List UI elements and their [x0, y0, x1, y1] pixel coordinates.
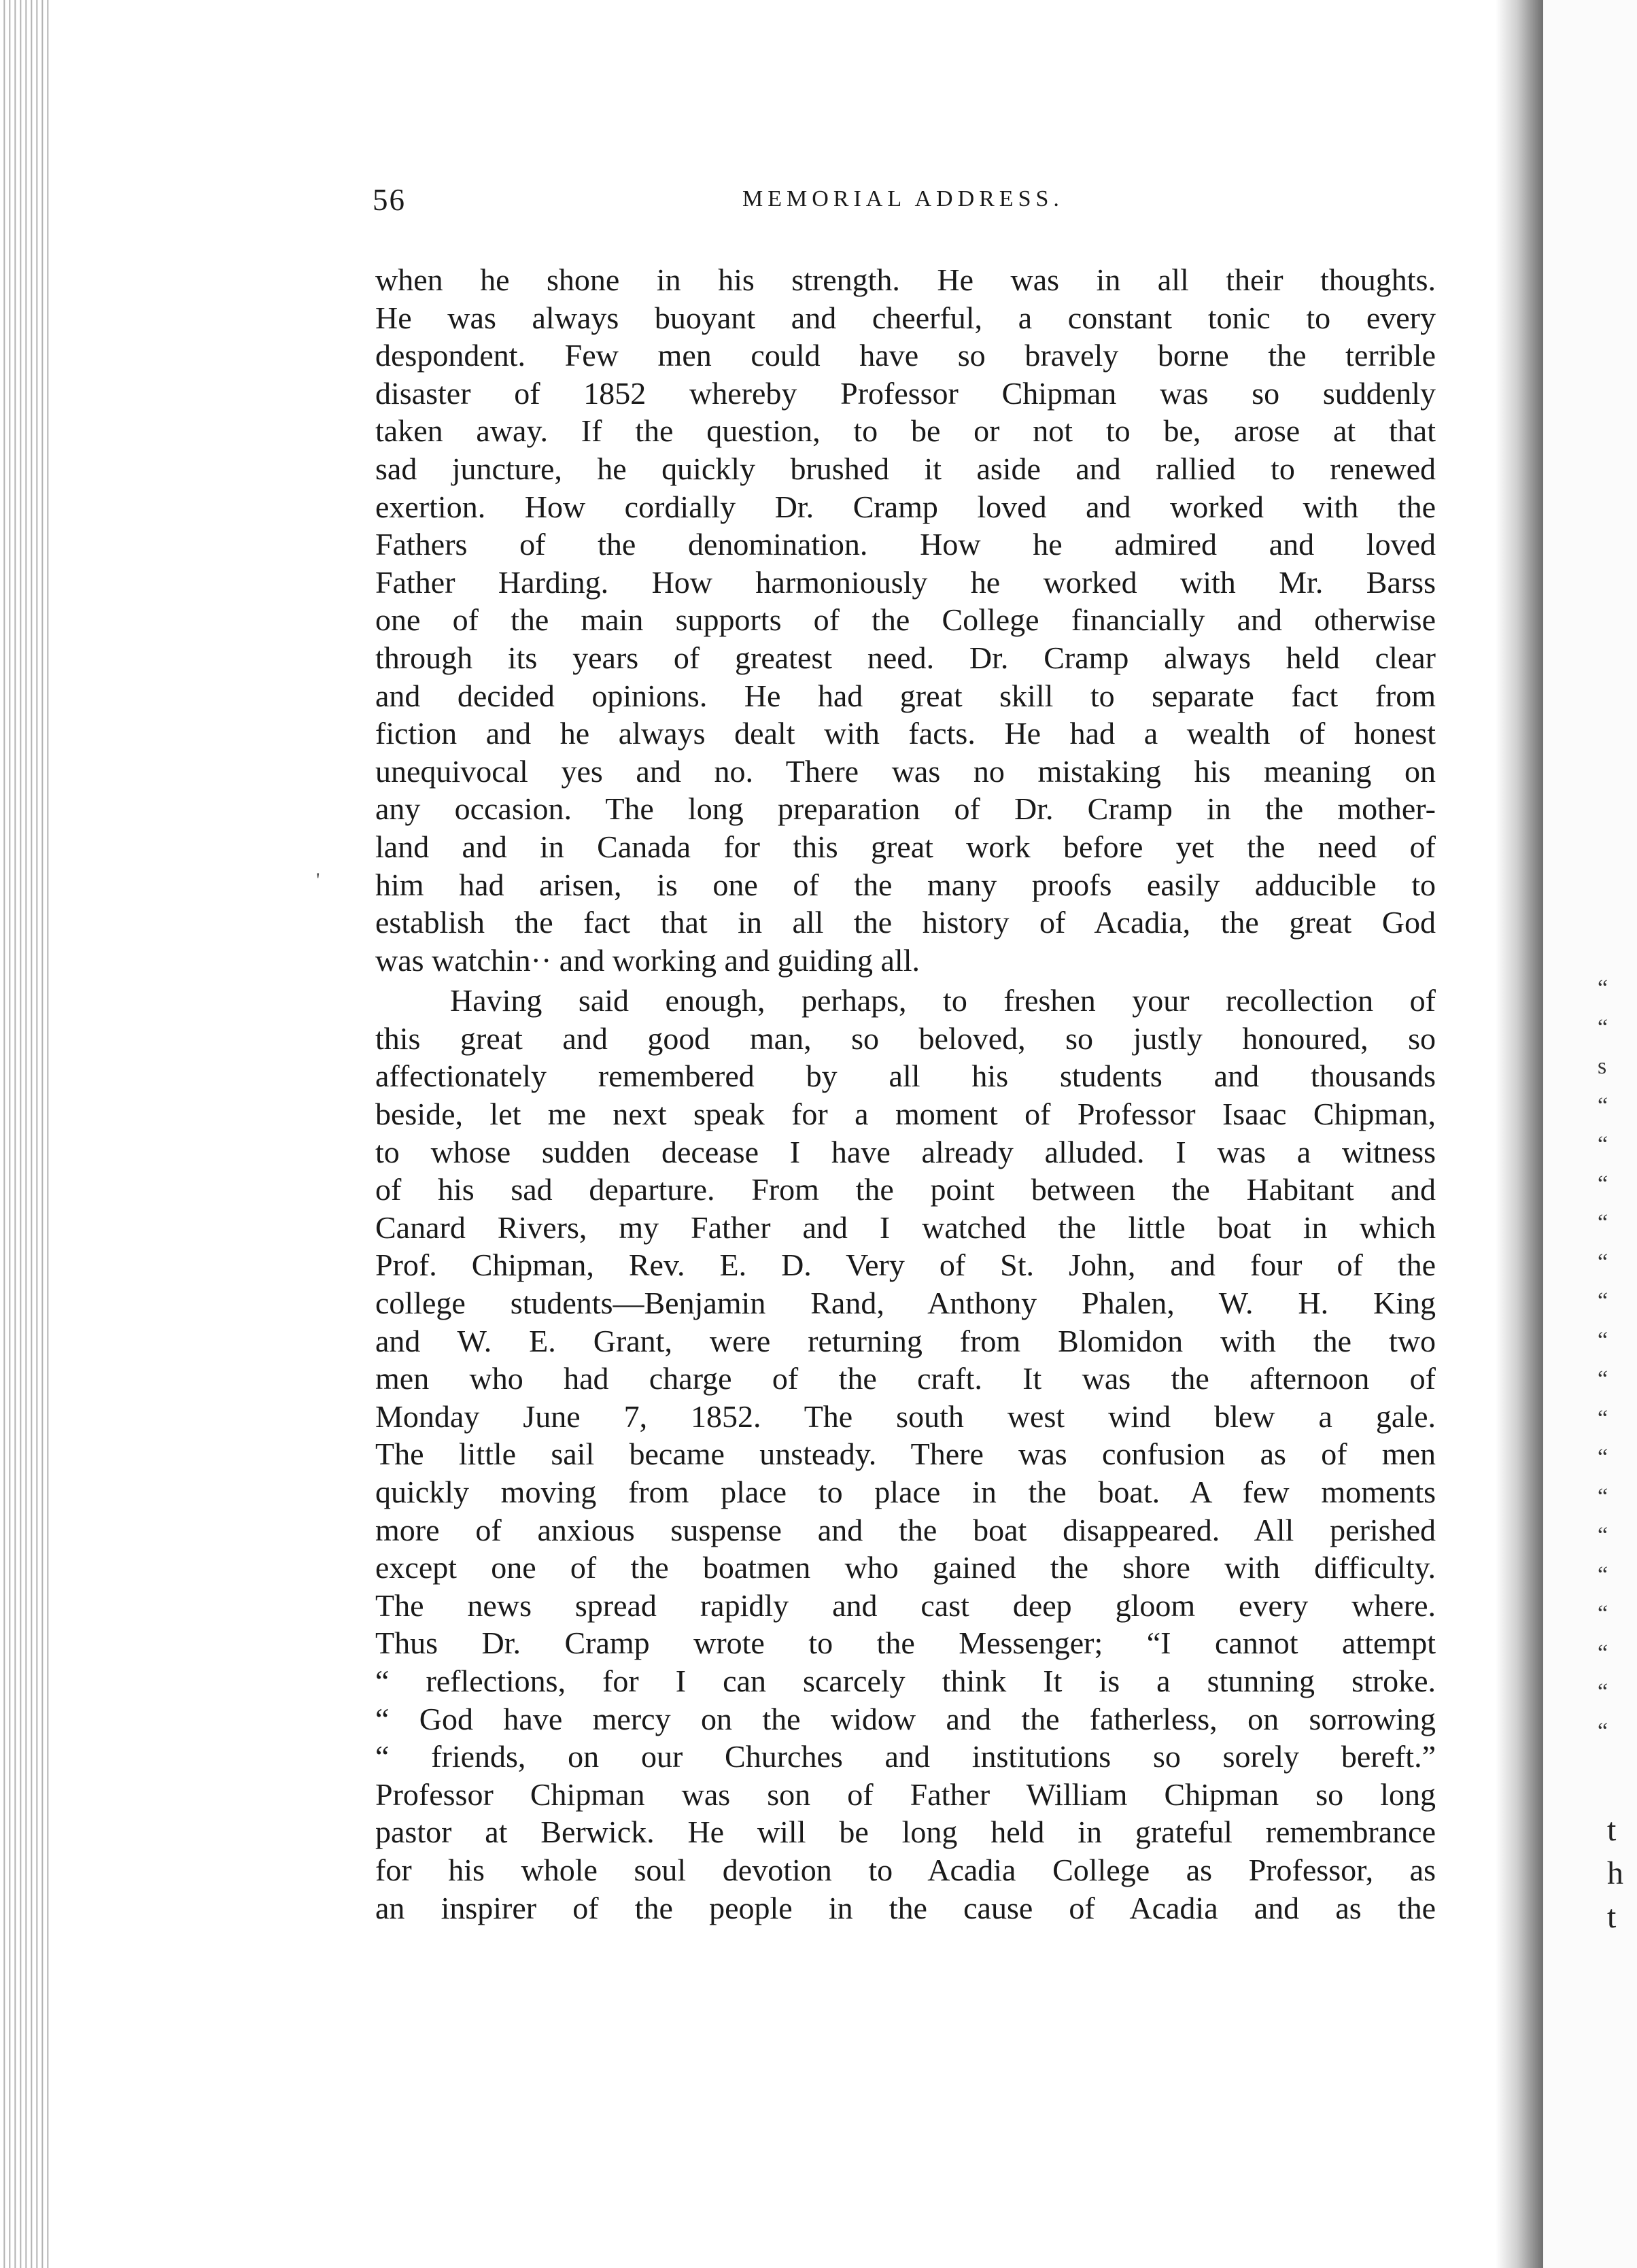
running-head: [0, 182, 1637, 223]
text-line: was watchin·· and working and guiding all.: [375, 942, 920, 978]
stray-ink-mark: ': [316, 869, 320, 891]
text-line: Canard Rivers, my Father and I watched the little boat in which: [375, 1209, 1436, 1245]
margin-mark: “: [1598, 1601, 1608, 1626]
margin-mark: “: [1598, 1367, 1608, 1392]
text-line: for his whole soul devotion to Acadia College as Professor, as: [375, 1852, 1436, 1887]
margin-mark: “: [1598, 1014, 1608, 1040]
margin-mark: “: [1598, 1249, 1608, 1275]
text-line: to whose sudden decease I have already alluded. I was a witness: [375, 1134, 1436, 1169]
margin-mark: “: [1598, 1718, 1608, 1744]
tail-letter: t: [1607, 1899, 1617, 1935]
text-line: men who had charge of the craft. It was the afternoon of: [375, 1361, 1436, 1396]
margin-mark: “: [1598, 1445, 1608, 1470]
text-line: beside, let me next speak for a moment of Professor Isaac Chipman,: [375, 1097, 1436, 1132]
running-title: MEMORIAL ADDRESS.: [742, 186, 1064, 211]
margin-mark: s: [1598, 1054, 1607, 1079]
text-line: Monday June 7, 1852. The south west wind blew a gale.: [375, 1398, 1436, 1434]
margin-mark: “: [1598, 1288, 1608, 1313]
margin-mark: “: [1598, 1562, 1608, 1587]
text-line: him had arisen, is one of the many proofs easily adducible to: [375, 867, 1436, 902]
text-line: “ friends, on our Churches and institutions so sorely bereft.”: [375, 1739, 1436, 1774]
margin-mark: “: [1598, 1327, 1608, 1353]
margin-mark: “: [1598, 1523, 1608, 1548]
tail-letter: t: [1607, 1812, 1617, 1848]
page-stack-edge: [0, 0, 49, 2268]
text-line: Professor Chipman was son of Father William Chipman so long: [375, 1776, 1436, 1812]
text-line: through its years of greatest need. Dr. Cramp always held clear: [375, 640, 1436, 675]
margin-mark: “: [1598, 1132, 1608, 1157]
paragraph: [375, 261, 1436, 979]
text-line: Thus Dr. Cramp wrote to the Messenger; “I cannot attempt: [375, 1626, 1436, 1661]
text-line: taken away. If the question, to be or not to be, arose at that: [375, 413, 1436, 449]
text-line: pastor at Berwick. He will be long held in grateful remembrance: [375, 1815, 1436, 1850]
text-line: more of anxious suspense and the boat disappeared. All perished: [375, 1512, 1436, 1547]
text-line: Prof. Chipman, Rev. E. D. Very of St. John, and four of the: [375, 1248, 1436, 1283]
page-number: 56: [373, 183, 406, 217]
text-line: when he shone in his strength. He was in all their thoughts.: [375, 262, 1436, 297]
text-line: sad juncture, he quickly brushed it aside and rallied to renewed: [375, 451, 1436, 486]
margin-mark: “: [1598, 976, 1608, 1001]
text-line: establish the fact that in all the history of Acadia, the great God: [375, 905, 1436, 940]
tail-letter: h: [1607, 1855, 1623, 1891]
body-text: [375, 261, 1436, 1927]
text-line: Fathers of the denomination. How he admired and loved: [375, 527, 1436, 562]
margin-mark: “: [1598, 1640, 1608, 1666]
text-line: “ reflections, for I can scarcely think It is a stunning stroke.: [375, 1663, 1436, 1698]
margin-mark: “: [1598, 1171, 1608, 1197]
text-line: exertion. How cordially Dr. Cramp loved and worked with the: [375, 489, 1436, 524]
facing-page-margin-marks: [1598, 969, 1632, 1751]
text-line: despondent. Few men could have so bravely borne the terrible: [375, 338, 1436, 373]
paragraph: [375, 982, 1436, 1927]
margin-mark: “: [1598, 1405, 1608, 1431]
text-line: one of the main supports of the College financially and otherwise: [375, 602, 1436, 638]
text-line: Father Harding. How harmoniously he worked with Mr. Barss: [375, 564, 1436, 600]
text-line: and decided opinions. He had great skill to separate fact from: [375, 678, 1436, 713]
text-line: this great and good man, so beloved, so justly honoured, so: [375, 1020, 1436, 1056]
facing-page-tail-letters: [1607, 1808, 1623, 1939]
text-line: and W. E. Grant, were returning from Blomidon with the two: [375, 1323, 1436, 1358]
text-line: of his sad departure. From the point between the Habitant and: [375, 1172, 1436, 1207]
text-line: quickly moving from place to place in the boat. A few moments: [375, 1475, 1436, 1509]
margin-mark: “: [1598, 1679, 1608, 1704]
text-line: “ God have mercy on the widow and the fatherless, on sorrowing: [375, 1701, 1436, 1736]
text-line: an inspirer of the people in the cause of Acadia and as the: [375, 1890, 1436, 1925]
text-line: affectionately remembered by all his students and thousands: [375, 1059, 1436, 1094]
text-line: any occasion. The long preparation of Dr. Cramp in the mother-: [375, 791, 1436, 827]
text-line: He was always buoyant and cheerful, a constant tonic to every: [375, 300, 1436, 335]
margin-mark: “: [1598, 1210, 1608, 1235]
text-line: Having said enough, perhaps, to freshen your recollection of: [450, 983, 1436, 1018]
text-line: college students—Benjamin Rand, Anthony Phalen, W. H. King: [375, 1286, 1436, 1321]
text-line: The news spread rapidly and cast deep gloom every where.: [375, 1587, 1436, 1623]
text-line: unequivocal yes and no. There was no mistaking his meaning on: [375, 753, 1436, 789]
text-line: fiction and he always dealt with facts. He had a wealth of honest: [375, 716, 1436, 751]
text-line: disaster of 1852 whereby Professor Chipman was so suddenly: [375, 375, 1436, 411]
margin-mark: “: [1598, 1483, 1608, 1509]
book-gutter-shadow: [1496, 0, 1543, 2268]
text-line: except one of the boatmen who gained the shore with difficulty.: [375, 1550, 1436, 1585]
text-line: land and in Canada for this great work before yet the need of: [375, 829, 1436, 864]
margin-mark: “: [1598, 1093, 1608, 1118]
text-line: The little sail became unsteady. There was confusion as of men: [375, 1437, 1436, 1472]
